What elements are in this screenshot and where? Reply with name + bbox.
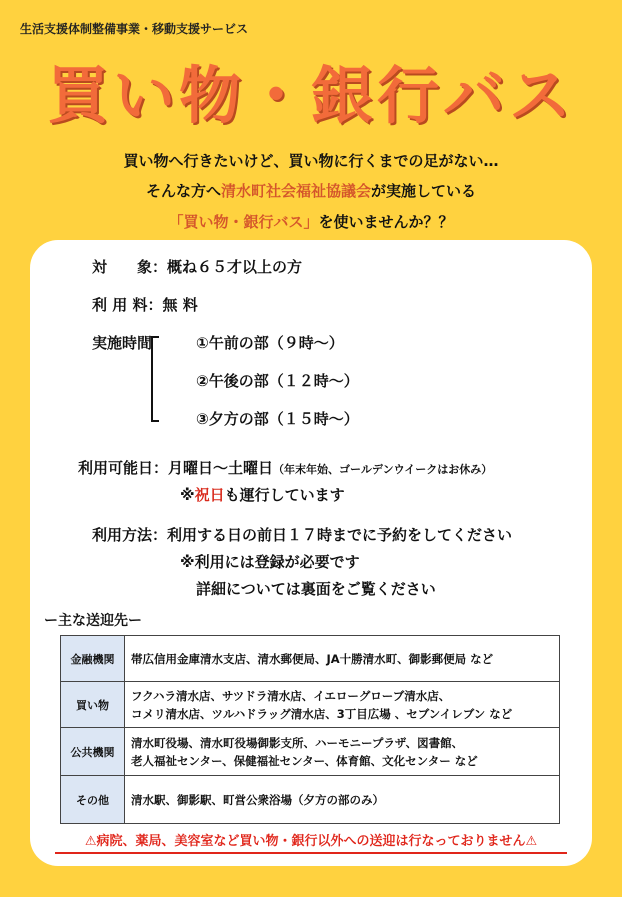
target-row: 対 象：概ね６５才以上の方 bbox=[92, 258, 303, 276]
fee-value: 無 料 bbox=[162, 296, 198, 314]
time-label: 実施時間 bbox=[92, 334, 153, 352]
warning-notice bbox=[40, 830, 582, 849]
warning-text: 病院、薬局、美容室など買い物・銀行以外への送迎は行なっておりません bbox=[96, 834, 526, 849]
destination-cell bbox=[125, 682, 560, 728]
intro-line-3-post: を使いませんか？？ bbox=[318, 213, 454, 231]
kicker-text: 生活支援体制整備事業・移動支援サービス bbox=[20, 22, 249, 36]
category-public: 公共機関 bbox=[61, 728, 125, 776]
destination-line: 帯広信用金庫清水支店、清水郵便局、JA十勝清水町、御影郵便局 など bbox=[131, 651, 494, 666]
warning-icon: ⚠ bbox=[525, 834, 538, 849]
table-row bbox=[61, 636, 560, 682]
holiday-word: 祝日 bbox=[194, 486, 225, 504]
holiday-mark: ※ bbox=[180, 486, 195, 504]
destination-line: フクハラ清水店、サツドラ清水店、イエローグローブ清水店、 bbox=[131, 688, 451, 703]
fee-label: 利 用 料 bbox=[92, 296, 148, 314]
fee-row: 利 用 料：無 料 bbox=[92, 296, 198, 314]
holiday-text: も運行しています bbox=[224, 486, 345, 504]
method-row: 利用方法：利用する日の前日１７時までに予約をしてください bbox=[92, 526, 513, 544]
days-row: 利用可能日：月曜日～土曜日（年末年始、ゴールデンウイークはお休み） bbox=[78, 459, 493, 477]
time-slot-evening: ③夕方の部（１５時～） bbox=[196, 410, 359, 428]
intro-line-1: 買い物へ行きたいけど、買い物に行くまでの足がない… bbox=[123, 152, 499, 170]
method-value: 利用する日の前日１７時までに予約をしてください bbox=[167, 526, 513, 544]
table-row bbox=[61, 776, 560, 824]
category-other: その他 bbox=[61, 776, 125, 824]
intro-line-3 bbox=[0, 211, 622, 232]
service-name: 「買い物・銀行バス」 bbox=[168, 213, 319, 231]
destination-cell bbox=[125, 776, 560, 824]
category-shopping: 買い物 bbox=[61, 682, 125, 728]
destination-cell bbox=[125, 728, 560, 776]
time-slot-morning: ①午前の部（９時～） bbox=[196, 334, 344, 352]
days-label: 利用可能日 bbox=[78, 459, 154, 477]
destinations-title: ー主な送迎先ー bbox=[44, 613, 142, 629]
destination-line: コメリ清水店、ツルハドラッグ清水店、3丁目広場 、セブンイレブン など bbox=[131, 706, 513, 721]
intro-line-2-pre: そんな方へ bbox=[145, 182, 221, 200]
warning-icon: ⚠ bbox=[84, 834, 97, 849]
time-bracket bbox=[151, 336, 159, 422]
days-note: （年末年始、ゴールデンウイークはお休み） bbox=[273, 463, 493, 476]
method-note-1: ※利用には登録が必要です bbox=[180, 553, 360, 571]
destination-line: 清水町役場、清水町役場御影支所、ハーモニープラザ、図書館、 bbox=[131, 735, 464, 750]
target-label: 対 象 bbox=[92, 258, 153, 276]
destinations-table bbox=[60, 635, 560, 824]
intro-line-2-post: が実施している bbox=[371, 182, 477, 200]
table-row bbox=[61, 682, 560, 728]
table-row bbox=[61, 728, 560, 776]
page-title: 買い物・銀行バス bbox=[46, 59, 575, 132]
days-value: 月曜日～土曜日 bbox=[168, 459, 274, 477]
intro-line-2 bbox=[0, 180, 622, 201]
destination-cell bbox=[125, 636, 560, 682]
method-note-2: 詳細については裏面をご覧ください bbox=[196, 580, 436, 598]
target-value: 概ね６５才以上の方 bbox=[167, 258, 303, 276]
destination-line: 老人福祉センター、保健福祉センター、体育館、文化センター など bbox=[131, 753, 478, 768]
time-slot-afternoon: ②午後の部（１２時～） bbox=[196, 372, 359, 390]
method-label: 利用方法 bbox=[92, 526, 153, 544]
destination-line: 清水駅、御影駅、町営公衆浴場（夕方の部のみ） bbox=[131, 792, 384, 807]
category-finance: 金融機関 bbox=[61, 636, 125, 682]
organization-name: 清水町社会福祉協議会 bbox=[220, 182, 371, 200]
warning-underline bbox=[55, 852, 567, 854]
holiday-row bbox=[180, 484, 345, 505]
